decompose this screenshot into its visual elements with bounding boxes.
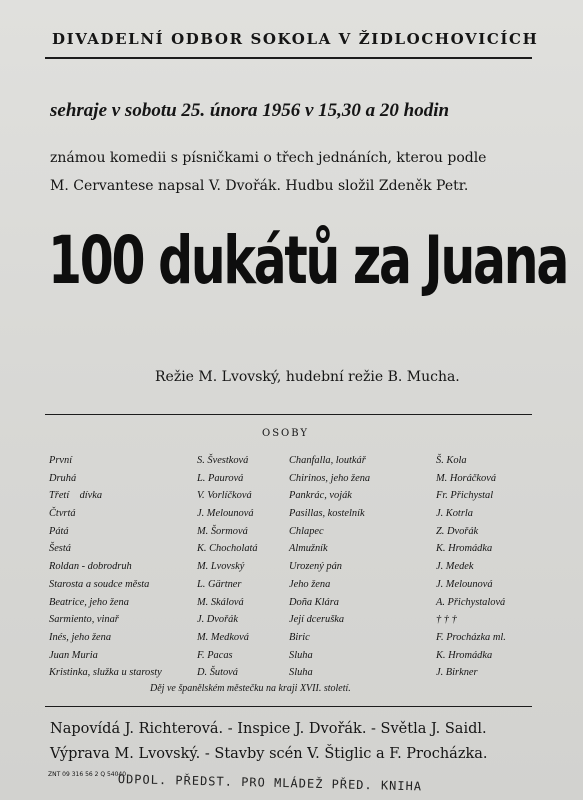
cast-actor: V. Vorlíčková bbox=[197, 490, 252, 502]
cast-role: Almužník bbox=[289, 543, 328, 555]
cast-role: Její dceruška bbox=[289, 614, 345, 626]
cast-actor: M. Lvovský bbox=[197, 561, 245, 573]
cast-right-actors bbox=[436, 452, 546, 682]
cast-role: Třetí dívka bbox=[49, 490, 103, 502]
cast-actor: K. Hromádka bbox=[436, 543, 493, 555]
cast-role: Čtvrtá bbox=[49, 508, 76, 520]
cast-role: Juan Muria bbox=[49, 649, 98, 661]
cast-actor: M. Skálová bbox=[197, 596, 244, 608]
cast-actor: M. Šormová bbox=[197, 525, 248, 537]
cast-role: Šestá bbox=[49, 543, 71, 555]
cast-actor: M. Horáčková bbox=[436, 472, 497, 484]
cast-actor: † † † bbox=[436, 614, 457, 626]
middle-divider bbox=[45, 414, 532, 415]
cast-role: Sarmiento, vinař bbox=[49, 614, 119, 626]
cast-role: Chanfalla, loutkář bbox=[289, 455, 366, 466]
cast-left-actors bbox=[197, 452, 287, 682]
cast-role: Pasillas, kostelník bbox=[289, 508, 365, 520]
performance-date: sehraje v sobotu 25. února 1956 v 15,30 a 20 hodin bbox=[50, 100, 450, 121]
cast-actor: D. Šutová bbox=[197, 667, 238, 679]
cast-actor: J. Melounová bbox=[197, 508, 254, 520]
cast-actor: F. Pacas bbox=[197, 649, 233, 661]
cast-actor: K. Chocholatá bbox=[197, 543, 258, 555]
cast-actor: F. Procházka ml. bbox=[436, 631, 506, 643]
description-line-2: M. Cervantese napsal V. Dvořák. Hudbu složil Zdeněk Petr. bbox=[50, 178, 469, 194]
cast-role: Chirinos, jeho žena bbox=[289, 472, 371, 484]
description-line-1: známou komedii s písničkami o třech jednáních, kterou podle bbox=[50, 150, 487, 166]
cast-actor: J. Kotrla bbox=[436, 508, 473, 520]
cast-role: Chlapec bbox=[289, 525, 324, 537]
credits-line-2: Výprava M. Lvovský. - Stavby scén V. Štiglic a F. Procházka. bbox=[50, 746, 488, 762]
cast-actor: Š. Kola bbox=[436, 455, 467, 466]
cast-actor: S. Švestková bbox=[197, 455, 249, 466]
cast-actor: K. Hromádka bbox=[436, 649, 493, 661]
cast-role: Pankrác, voják bbox=[289, 490, 352, 502]
cast-role: Sluha bbox=[289, 667, 313, 679]
cast-actor: Z. Dvořák bbox=[436, 525, 479, 537]
top-divider bbox=[45, 57, 532, 59]
organizer-header: DIVADELNÍ ODBOR SOKOLA V ŽIDLOCHOVICÍCH bbox=[52, 30, 539, 48]
cast-actor: L. Gärtner bbox=[197, 578, 242, 590]
cast-actor: J. Melounová bbox=[436, 578, 493, 590]
cast-role: Starosta a soudce města bbox=[49, 578, 150, 590]
play-title: 100 dukátů za Juana bbox=[48, 222, 568, 299]
cast-right-roles bbox=[289, 452, 419, 682]
cast-role: Doña Klára bbox=[289, 596, 339, 608]
cast-role: Beatrice, jeho žena bbox=[49, 596, 129, 608]
credits-line-1: Napovídá J. Richterová. - Inspice J. Dvořák. - Světla J. Saidl. bbox=[50, 721, 487, 737]
cast-actor: M. Medková bbox=[197, 631, 249, 643]
cast-role: Biric bbox=[289, 631, 310, 643]
rubber-stamp: ODPOL. PŘEDST. PRO MLÁDEŽ PŘED. KNIHA bbox=[117, 772, 423, 794]
bottom-divider bbox=[45, 706, 532, 707]
cast-role: Kristinka, služka u starosty bbox=[49, 667, 162, 679]
cast-role: Jeho žena bbox=[289, 578, 331, 590]
cast-role: Druhá bbox=[49, 472, 77, 484]
cast-actor: J. Birkner bbox=[436, 667, 478, 679]
cast-actor: J. Dvořák bbox=[197, 614, 238, 626]
cast-role: Urozený pán bbox=[289, 561, 343, 573]
cast-role: Inés, jeho žena bbox=[49, 631, 112, 643]
cast-actor: L. Paurová bbox=[197, 472, 244, 484]
cast-actor: J. Medek bbox=[436, 561, 474, 573]
cast-left-roles bbox=[49, 452, 194, 682]
cast-actor: Fr. Přichystal bbox=[436, 490, 494, 502]
cast-role: Pátá bbox=[49, 525, 69, 537]
printer-mark: ZNT 09 316 56 2 Q 54040 bbox=[48, 771, 127, 778]
cast-role: Roldan - dobrodruh bbox=[49, 561, 132, 573]
cast-actor: A. Přichystalová bbox=[436, 596, 506, 608]
cast-role: Sluha bbox=[289, 649, 313, 661]
direction-credit: Režie M. Lvovský, hudební režie B. Mucha. bbox=[155, 369, 460, 385]
scene-note: Děj ve španělském městečku na kraji XVII. století. bbox=[150, 683, 351, 694]
cast-role: První bbox=[49, 455, 73, 466]
cast-heading: OSOBY bbox=[262, 428, 310, 439]
